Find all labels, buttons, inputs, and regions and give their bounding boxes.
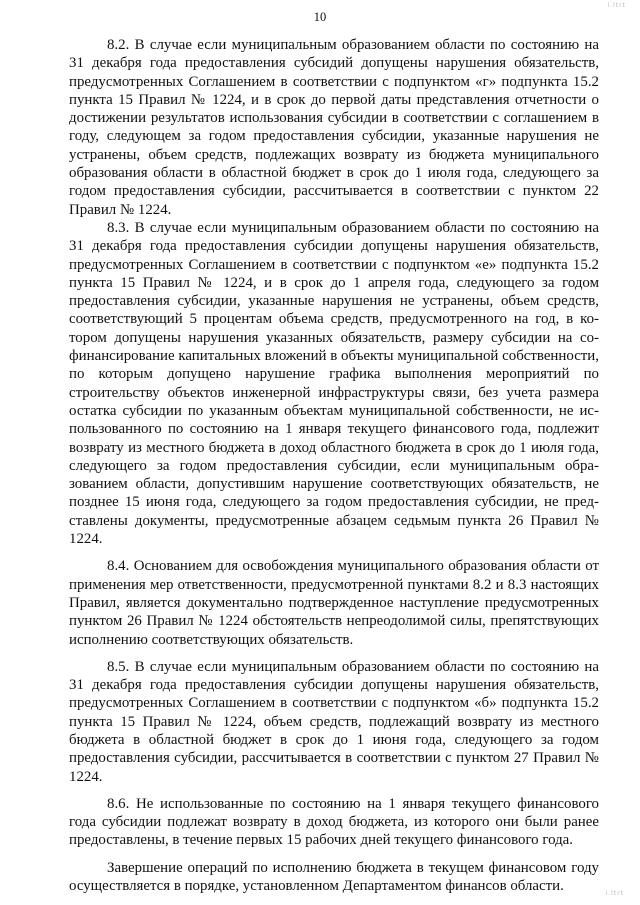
paragraph-8-6: 8.6. Не использованные по состоянию на 1 января текущего финансового года субсидии подлежат возврату в доход бюджета, из которого они были ранее предоставлены, в течение первых 15 рабочих дней текущего финансового года. xyxy=(69,795,599,849)
paragraph-8-5: 8.5. В случае если муниципальным образованием области по состоянию на 31 декабря года предоставления субсидии допущены нарушения обязательств, предусмотренных Соглашением в соответствии с подпунктом «б» подпункта 15.2 пункта 15 Правил № 1224, объем средств, подлежащий возврату из местного бюджета в областной бюджет в срок до 1 июня года, следующего за годом предоставления субсидии, рассчитывается в соответствии с пунктом 27 Правил № 1224. xyxy=(69,658,599,785)
paragraph-8-4: 8.4. Основанием для освобождения муниципального образования области от применения мер ответственности, предусмотренной пунктами 8.2 и 8.3 настоящих Правил, является документально подтвержденное наступление предусмотренных пунктом 26 Правил № 1224 обстоятельств непреодолимой силы, препятствующих исполнению соответствующих обязательств. xyxy=(69,558,599,648)
paragraph-8-2: 8.2. В случае если муниципальным образованием области по состоянию на 31 декабря года предоставления субсидий допущены нарушения обязательств, предусмотренных Соглашением в соответствии с подпунктом «г» подпункта 15.2 пункта 15 Правил № 1224, и в срок до первой даты представления отчетности о достижении результатов использования субсидии в соответствии с соглашением в году, следующем за годом предоставления субсидии, указанные нарушения не устранены, объем средств, подлежащих возврату из бюджета муниципального образования области в областной бюджет в срок до 1 июля года, следующего за годом предоставления субсидии, рассчитывается в соответствии с пунктом 22 Правил № 1224. xyxy=(69,37,599,218)
corner-mark-top: i.ltrt xyxy=(607,2,626,9)
document-body xyxy=(69,36,599,895)
paragraph-final: Завершение операций по исполнению бюджета в текущем финансовом году осуществляется в порядке, установленном Департаментом финансов области. xyxy=(69,859,599,895)
paragraph-8-3: 8.3. В случае если муниципальным образованием области по состоянию на 31 декабря года предоставления субсидии допущены нарушения обязательств, предусмотренных Соглашением в соответствии с подпунктом «е» подпункта 15.2 пункта 15 Правил № 1224, и в срок до 1 апреля года, следующего за годом предоставления субсидии, указанные нарушения не устранены, объем средств, соответствующий 5 процентам объема средств, предусмотренного на год, в котором допущены нарушения указанных обязательств, размеру субсидии на софинансирование капитальных вложений в объекты муниципальной собственности, по которым допущено нарушение графика выполнения мероприятий по строительству объектов инженерной инфраструктуры связи, без учета размера остатка субсидии по указанным объектам муниципальной собственности, не использованного по состоянию на 1 января текущего финансового года, подлежит возврату из местного бюджета в доход областного бюджета в срок до 1 июля года, следующего за годом предоставления субсидии, если муниципальным образованием области, допустившим нарушение соответствующих обязательств, не позднее 15 июня года, следующего за годом предоставления субсидии, не представлены документы, предусмотренные абзацем седьмым пункта 26 Правил № 1224. xyxy=(69,219,599,548)
corner-mark-bottom: i.ltrt xyxy=(605,890,624,897)
page-number: 10 xyxy=(313,10,327,24)
